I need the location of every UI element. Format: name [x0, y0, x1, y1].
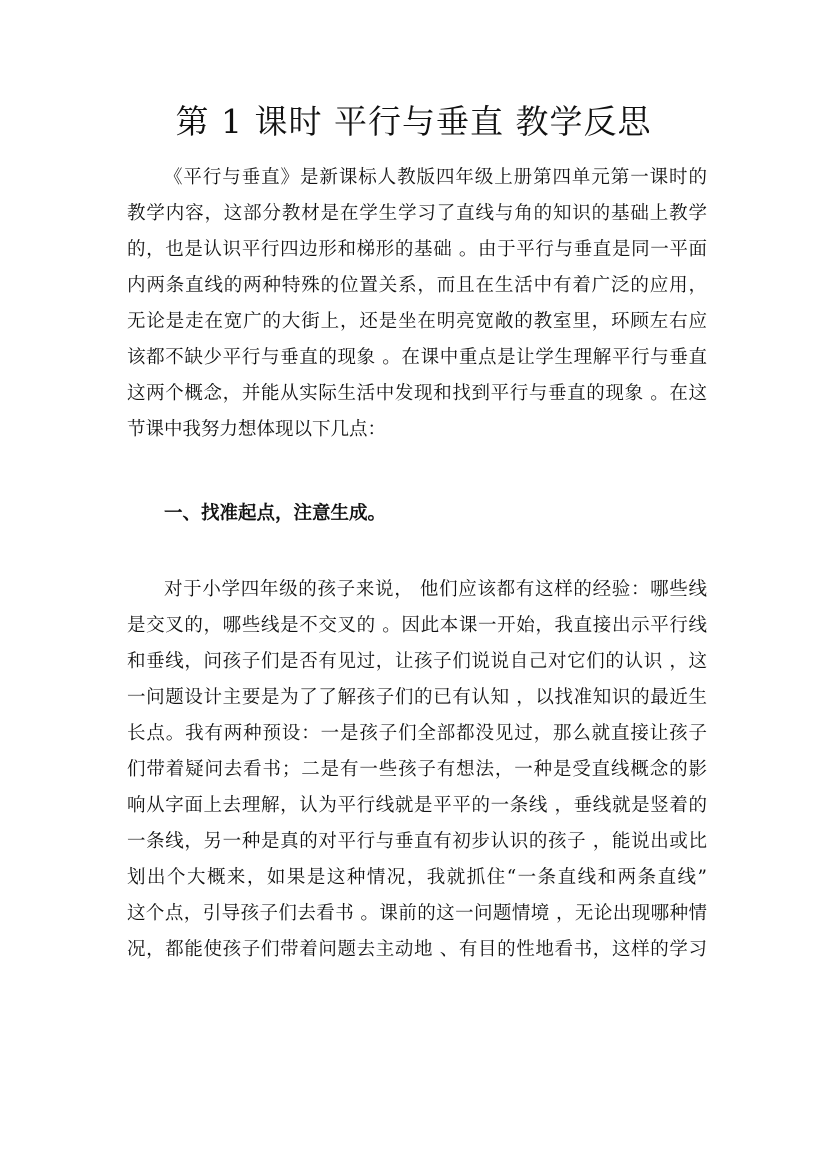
section-1-heading: 一、找准起点，注意生成。 [164, 503, 387, 524]
spacer [127, 532, 707, 572]
paragraph-2-line: 们带着疑问去看书；二是有一些孩子有想法，一种是受直线概念的影 [127, 759, 707, 780]
paragraph-1-line: 无论是走在宽广的大街上，还是坐在明亮宽敞的教室里，环顾左右应 [127, 311, 707, 332]
paragraph-1-line: 教学内容，这部分教材是在学生学习了直线与角的知识的基础上教学 [127, 203, 707, 224]
paragraph-1-line: 的，也是认识平行四边形和梯形的基础 。由于平行与垂直是同一平面 [127, 239, 707, 260]
paragraph-2-line: 一条线，另一种是真的对平行与垂直有初步认识的孩子 ，能说出或比 [127, 831, 707, 852]
paragraph-2-line: 一问题设计主要是为了了解孩子们的已有认知 ，以找准知识的最近生 [127, 687, 707, 708]
paragraph-1-line: 《平行与垂直》是新课标人教版四年级上册第四单元第一课时的 [164, 167, 707, 188]
paragraph-2-line: 和垂线，问孩子们是否有见过，让孩子们说说自己对它们的认识 ，这 [127, 651, 707, 672]
paragraph-1-line: 节课中我努力想体现以下几点： [127, 419, 387, 440]
document-body [127, 160, 707, 968]
paragraph-2-line: 对于小学四年级的孩子来说， 他们应该都有这样的经验：哪些线 [164, 579, 707, 600]
paragraph-2-line: 是交叉的，哪些线是不交叉的 。因此本课一开始，我直接出示平行线 [127, 615, 707, 636]
paragraph-1-line: 这两个概念，并能从实际生活中发现和找到平行与垂直的现象 。在这 [127, 383, 707, 404]
paragraph-1-line: 内两条直线的两种特殊的位置关系，而且在生活中有着广泛的应用， [127, 275, 707, 296]
paragraph-2-line: 划出个大概来，如果是这种情况，我就抓住“一条直线和两条直线” [127, 867, 707, 888]
spacer [127, 448, 707, 496]
paragraph-2-line: 况，都能使孩子们带着问题去主动地 、有目的性地看书，这样的学习 [127, 939, 707, 960]
paragraph-2-line: 响从字面上去理解，认为平行线就是平平的一条线 ，垂线就是竖着的 [127, 795, 707, 816]
paragraph-2-line: 长点。我有两种预设：一是孩子们全部都没见过，那么就直接让孩子 [127, 723, 707, 744]
paragraph-2-line: 这个点，引导孩子们去看书 。课前的这一问题情境 ，无论出现哪种情 [127, 903, 707, 924]
paragraph-1-line: 该都不缺少平行与垂直的现象 。在课中重点是让学生理解平行与垂直 [127, 347, 707, 368]
document-title: 第 1 课时 平行与垂直 教学反思 [175, 102, 652, 141]
